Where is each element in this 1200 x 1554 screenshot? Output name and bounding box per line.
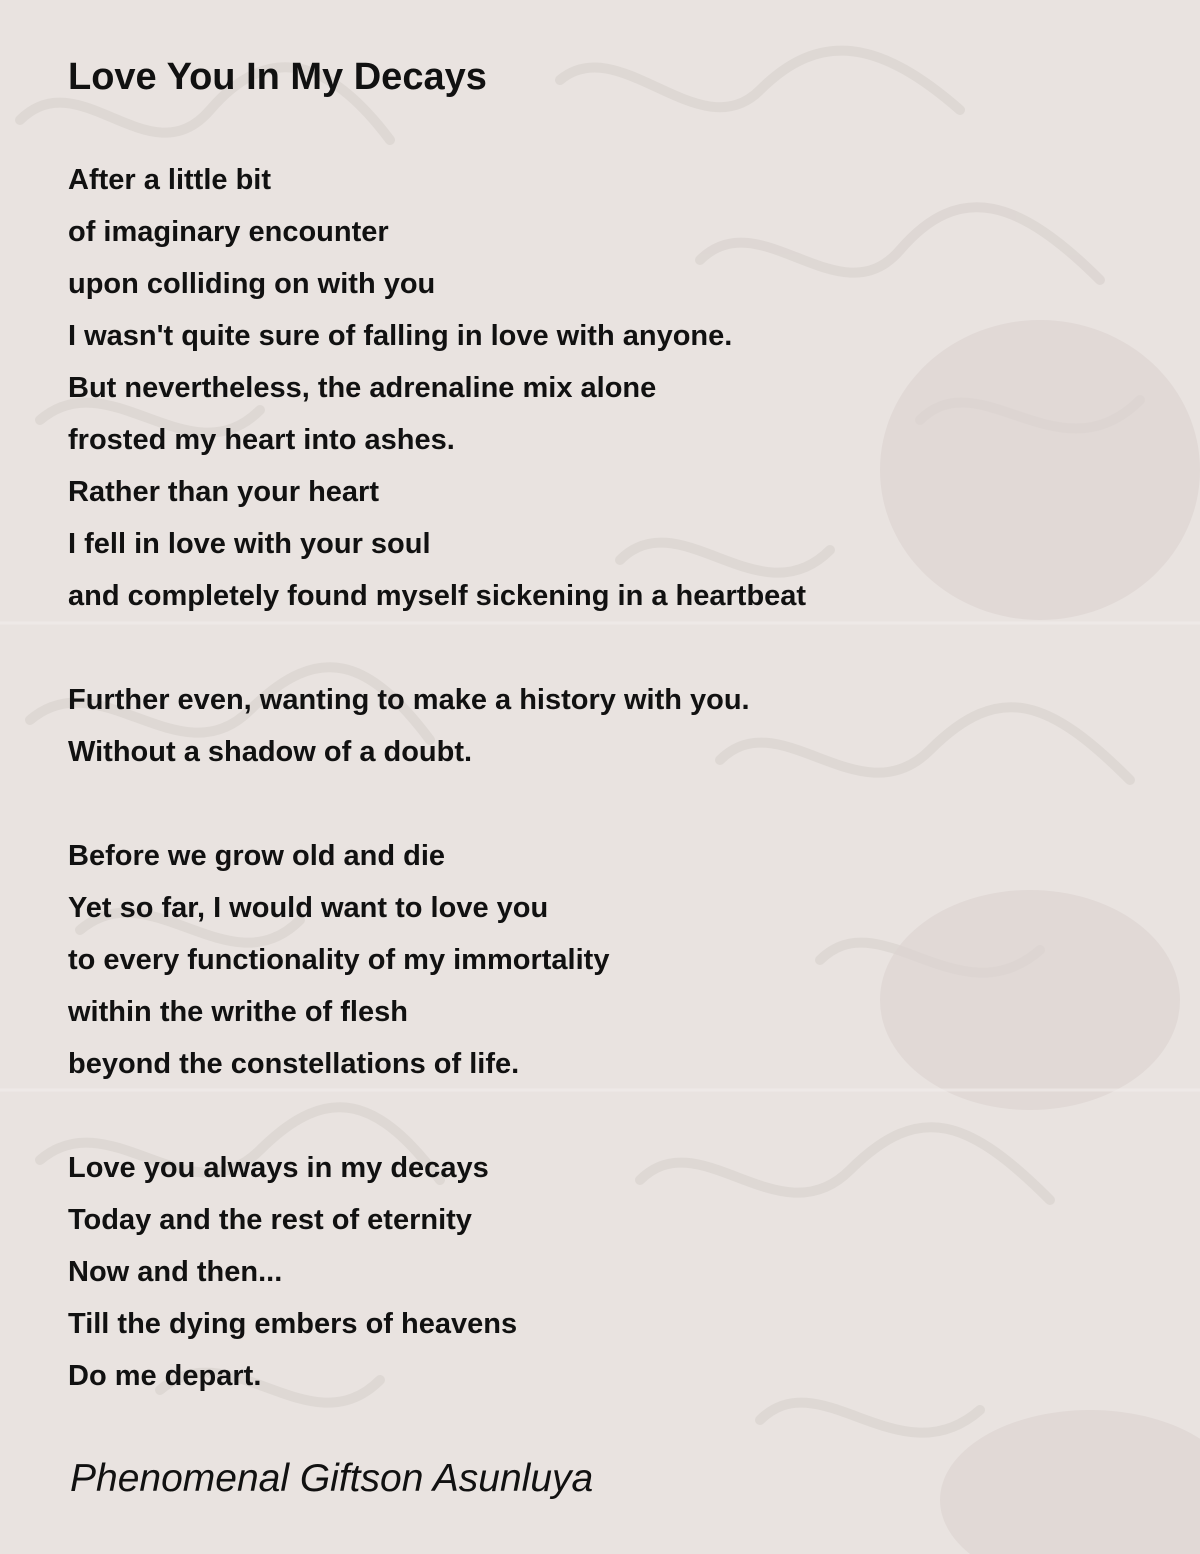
poem-line: I fell in love with your soul bbox=[68, 528, 431, 560]
stanza-2 bbox=[68, 674, 1148, 778]
poem-line: Love you always in my decays bbox=[68, 1152, 489, 1184]
poem-line: Rather than your heart bbox=[68, 476, 379, 508]
stanza-1 bbox=[68, 154, 1148, 622]
poem-line: beyond the constellations of life. bbox=[68, 1048, 520, 1080]
poem-line: frosted my heart into ashes. bbox=[68, 424, 455, 456]
poem-line: But nevertheless, the adrenaline mix alone bbox=[68, 372, 657, 404]
poem-line: and completely found myself sickening in a heartbeat bbox=[68, 580, 807, 612]
poem-line: Yet so far, I would want to love you bbox=[68, 892, 549, 924]
poem-line: Further even, wanting to make a history with you. bbox=[68, 684, 750, 716]
poem-line: After a little bit bbox=[68, 164, 272, 196]
poem-line: Before we grow old and die bbox=[68, 840, 446, 872]
poem-line: Without a shadow of a doubt. bbox=[68, 736, 473, 768]
poem-line: to every functionality of my immortality bbox=[68, 944, 610, 976]
poem-line: Today and the rest of eternity bbox=[68, 1204, 472, 1236]
poem-line: Now and then... bbox=[68, 1256, 283, 1288]
poem-author: Phenomenal Giftson Asunluya bbox=[70, 1457, 594, 1500]
poem-title: Love You In My Decays bbox=[68, 56, 487, 98]
stanza-3 bbox=[68, 830, 1148, 1090]
poem-line: within the writhe of flesh bbox=[68, 996, 408, 1028]
stanza-4 bbox=[68, 1142, 1148, 1402]
poem-line: Till the dying embers of heavens bbox=[68, 1308, 518, 1340]
poem-body bbox=[68, 154, 1148, 1454]
poem-line: upon colliding on with you bbox=[68, 268, 436, 300]
poem-line: I wasn't quite sure of falling in love with anyone. bbox=[68, 320, 733, 352]
poem-line: of imaginary encounter bbox=[68, 216, 389, 248]
poem-line: Do me depart. bbox=[68, 1360, 262, 1392]
